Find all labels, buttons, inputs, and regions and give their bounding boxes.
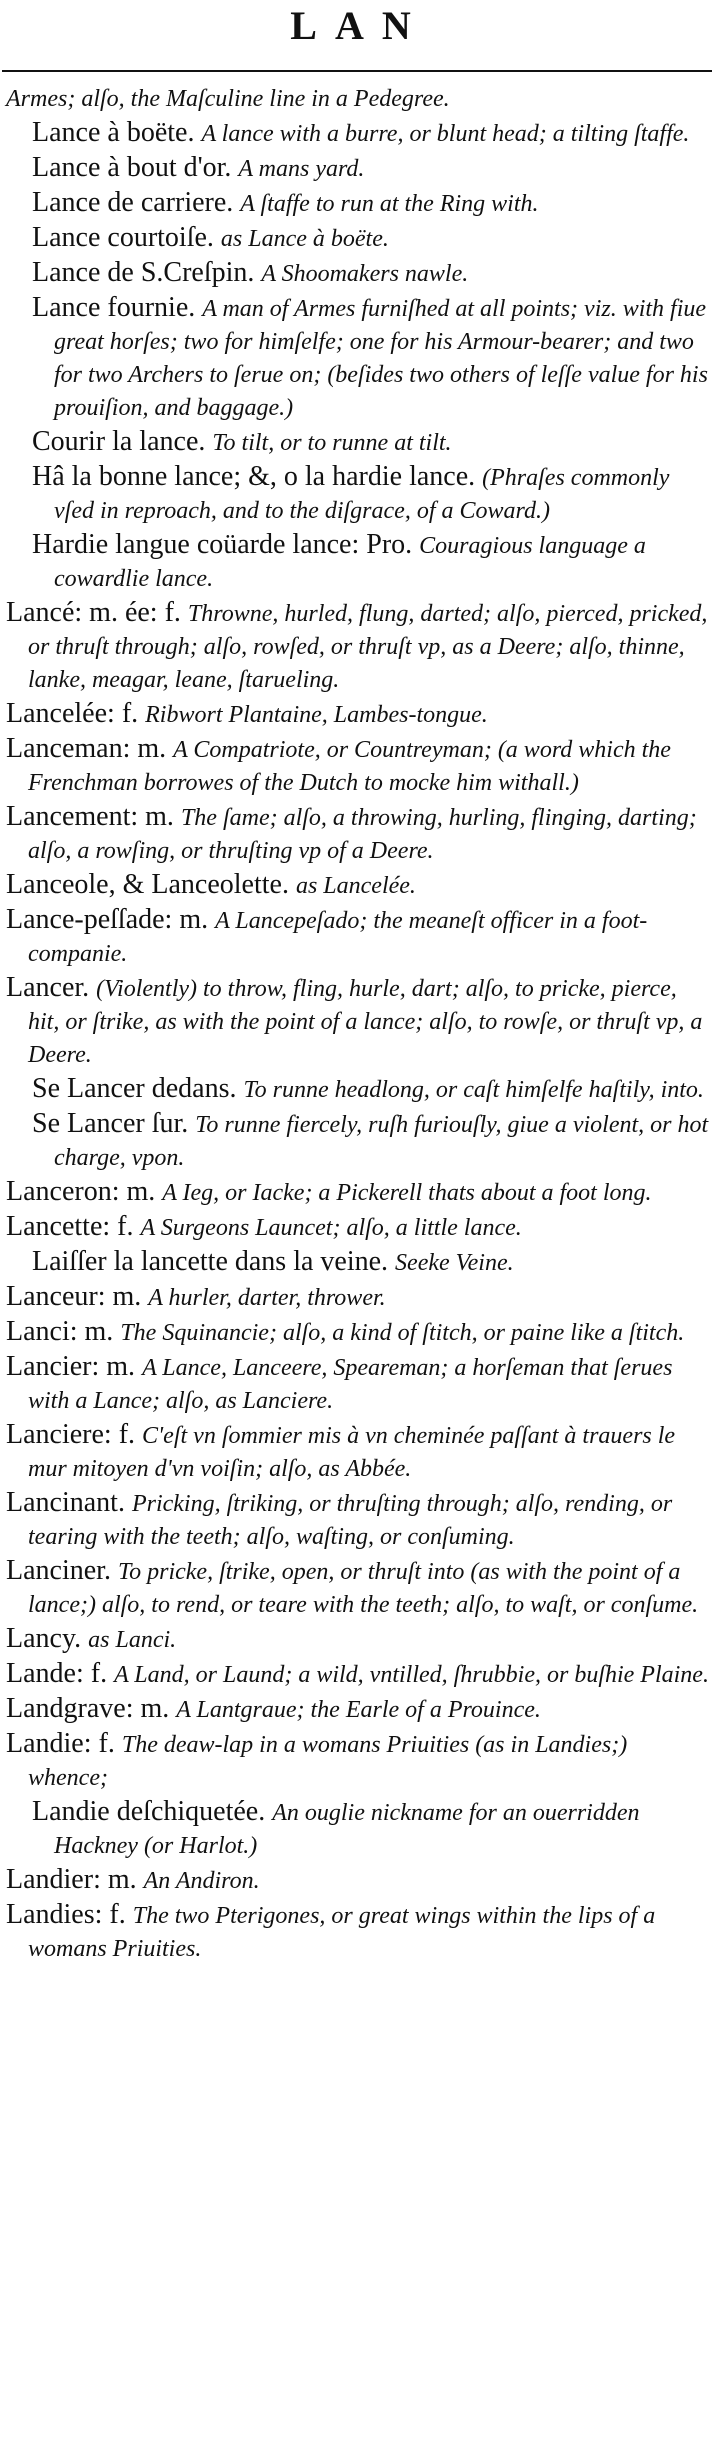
- entry-grammar: m.: [126, 1176, 156, 1207]
- entry-headword: Lancette:: [6, 1211, 111, 1242]
- dictionary-entry: [6, 1108, 710, 1174]
- dictionary-entry: [6, 426, 710, 459]
- entry-grammar: m.: [106, 1351, 136, 1382]
- dictionary-entry: [6, 597, 710, 696]
- entry-grammar: Pro.: [366, 529, 413, 560]
- entry-grammar: m.: [179, 904, 209, 935]
- entry-headword: Lance à bout d'or.: [32, 152, 232, 183]
- entry-grammar: f.: [109, 1899, 126, 1930]
- entry-headword: Landier:: [6, 1864, 101, 1895]
- entry-headword: Lancement:: [6, 801, 139, 832]
- dictionary-entry: [6, 1281, 710, 1314]
- dictionary-entry: [6, 1796, 710, 1862]
- entry-definition: as Lancelée.: [295, 873, 416, 899]
- dictionary-entry: [6, 1073, 710, 1106]
- entry-headword: Hâ la bonne lance; &, o la hardie lance.: [32, 461, 476, 492]
- entry-headword: Lancy.: [6, 1623, 82, 1654]
- entry-definition: An Andiron.: [143, 1868, 260, 1894]
- entry-definition: (Violently) to throw, fling, hurle, dart; alſo, to pricke, pierce, hit, or ſtrike, as with the point of a lance; alſo, to rowſe, or thruſt vp, a Deere.: [28, 976, 703, 1068]
- entry-definition: An ouglie nickname for an ouerridden Hackney (or Harlot.): [54, 1800, 640, 1859]
- entry-headword: Lance fournie.: [32, 292, 196, 323]
- entry-headword: Lance de S.Creſpin.: [32, 257, 255, 288]
- dictionary-entry: [6, 698, 710, 731]
- entry-definition: Pricking, ſtriking, or thruſting through; alſo, rending, or tearing with the teeth; alſo, waſting, or conſuming.: [28, 1491, 673, 1550]
- entry-headword: Landie deſchiquetée.: [32, 1796, 266, 1827]
- entry-grammar: m. ée: f.: [89, 597, 181, 628]
- entry-definition: A Lancepeſado; the meaneſt officer in a foot-companie.: [28, 908, 648, 967]
- entry-headword: Lanci:: [6, 1316, 78, 1347]
- entry-definition: as Lanci.: [88, 1627, 177, 1653]
- entry-grammar: f.: [118, 1419, 136, 1450]
- entry-definition: Armes; alſo, the Maſculine line in a Pedegree.: [6, 86, 450, 112]
- entry-definition: The two Pterigones, or great wings within the lips of a womans Priuities.: [28, 1903, 656, 1962]
- header-rule: [2, 70, 712, 72]
- entry-definition: A mans yard.: [238, 156, 365, 182]
- entry-grammar: f.: [117, 1211, 134, 1242]
- entry-grammar: f.: [121, 698, 139, 729]
- entry-definition: A man of Armes furniſhed at all points; viz. with fiue great horſes; two for himſelfe; one for his Armour-bearer; and two for two Archers to ſerue on; (beſides two others of leſſe value for his prouiſion, and baggage.): [54, 296, 708, 421]
- entry-definition: A Compatriote, or Countreyman; (a word which the Frenchman borrowes of the Dutch to mocke him withall.): [28, 737, 671, 796]
- entry-headword: Landie:: [6, 1728, 92, 1759]
- entry-definition: A Ieg, or Iacke; a Pickerell thats about a foot long.: [162, 1180, 652, 1206]
- entry-headword: Lanciere:: [6, 1419, 112, 1450]
- dictionary-entry: [6, 461, 710, 527]
- entry-definition: The Squinancie; alſo, a kind of ſtitch, or paine like a ſtitch.: [120, 1320, 685, 1346]
- dictionary-entry: [6, 869, 710, 902]
- entry-definition: The deaw-lap in a womans Priuities (as in Landies;) whence;: [28, 1732, 628, 1791]
- entry-definition: The ſame; alſo, a throwing, hurling, flinging, darting; alſo, a rowſing, or thruſting vp of a Deere.: [28, 805, 697, 864]
- entry-headword: Lance à boëte.: [32, 117, 195, 148]
- dictionary-entry: [6, 82, 710, 115]
- dictionary-entry: [6, 1246, 710, 1279]
- entry-headword: Lanceole, & Lanceolette.: [6, 869, 289, 900]
- dictionary-entry: [6, 529, 710, 595]
- entry-headword: Hardie langue coüarde lance:: [32, 529, 360, 560]
- entry-grammar: f.: [90, 1658, 108, 1689]
- entry-definition: (Phraſes commonly vſed in reproach, and to the diſgrace, of a Coward.): [54, 465, 670, 524]
- entry-grammar: m.: [140, 1693, 170, 1724]
- dictionary-entry: [6, 1316, 710, 1349]
- entry-definition: A Lance, Lanceere, Speareman; a horſeman that ſerues with a Lance; alſo, as Lanciere.: [28, 1355, 673, 1414]
- entry-headword: Lance-peſſade:: [6, 904, 173, 935]
- entry-definition: A Shoomakers nawle.: [261, 261, 469, 287]
- dictionary-entry: [6, 222, 710, 255]
- entry-headword: Se Lancer ſur.: [32, 1108, 189, 1139]
- entry-headword: Lande:: [6, 1658, 84, 1689]
- dictionary-entry: [6, 1211, 710, 1244]
- entry-headword: Lanceur:: [6, 1281, 106, 1312]
- entry-headword: Landgrave:: [6, 1693, 134, 1724]
- entry-headword: Laiſſer la lancette dans la veine.: [32, 1246, 389, 1277]
- dictionary-entry: [6, 1658, 710, 1691]
- dictionary-entry: [6, 152, 710, 185]
- entry-definition: C'eſt vn ſommier mis à vn cheminée paſſant à trauers le mur mitoyen d'vn voiſin; alſo, as Abbée.: [28, 1423, 676, 1482]
- entry-definition: Ribwort Plantaine, Lambes-tongue.: [145, 702, 488, 728]
- dictionary-entry: [6, 1693, 710, 1726]
- entry-definition: To pricke, ſtrike, open, or thruſt into (as with the point of a lance;) alſo, to rend, or teare with the teeth; alſo, to waſt, or conſume.: [28, 1559, 699, 1618]
- dictionary-entry: [6, 1728, 710, 1794]
- entry-headword: Lance de carriere.: [32, 187, 234, 218]
- dictionary-entry: [6, 1351, 710, 1417]
- entry-definition: as Lance à boëte.: [220, 226, 389, 252]
- running-head: LAN: [290, 3, 429, 48]
- entry-definition: A hurler, darter, thrower.: [148, 1285, 386, 1311]
- entry-headword: Lanceron:: [6, 1176, 120, 1207]
- entry-grammar: m.: [107, 1864, 137, 1895]
- entry-definition: To tilt, or to runne at tilt.: [212, 430, 452, 456]
- dictionary-entry: [6, 1899, 710, 1965]
- entry-headword: Se Lancer dedans.: [32, 1073, 237, 1104]
- dictionary-entry: [6, 733, 710, 799]
- entry-grammar: m.: [112, 1281, 142, 1312]
- entry-definition: Seeke Veine.: [395, 1250, 514, 1276]
- entry-definition: A Lantgraue; the Earle of a Prouince.: [176, 1697, 541, 1723]
- entry-headword: Lancé:: [6, 597, 83, 628]
- entry-headword: Lancelée:: [6, 698, 115, 729]
- entry-definition: A lance with a burre, or blunt head; a tilting ſtaffe.: [201, 121, 690, 147]
- entry-headword: Lanciner.: [6, 1555, 111, 1586]
- dictionary-entry: [6, 1176, 710, 1209]
- dictionary-entry: [6, 904, 710, 970]
- entry-headword: Lanceman:: [6, 733, 131, 764]
- entry-grammar: m.: [137, 733, 167, 764]
- entry-headword: Lancer.: [6, 972, 90, 1003]
- entry-headword: Lancier:: [6, 1351, 100, 1382]
- entry-headword: Landies:: [6, 1899, 103, 1930]
- dictionary-entry: [6, 1623, 710, 1656]
- dictionary-entry: [6, 117, 710, 150]
- entry-definition: Couragious language a cowardlie lance.: [54, 533, 646, 592]
- entry-definition: Throwne, hurled, flung, darted; alſo, pierced, pricked, or thruſt through; alſo, rowſed, or thruſt vp, as a Deere; alſo, thinne, lanke, meagar, leane, ſtarueling.: [28, 601, 708, 693]
- entry-headword: Courir la lance.: [32, 426, 206, 457]
- entry-definition: To runne fiercely, ruſh furiouſly, giue a violent, or hot charge, vpon.: [54, 1112, 709, 1171]
- entry-definition: To runne headlong, or caſt himſelfe haſtily, into.: [243, 1077, 704, 1103]
- entry-grammar: f.: [98, 1728, 115, 1759]
- dictionary-entry: [6, 187, 710, 220]
- entry-definition: A Surgeons Launcet; alſo, a little lance.: [140, 1215, 522, 1241]
- dictionary-entry: [6, 1555, 710, 1621]
- entry-headword: Lance courtoiſe.: [32, 222, 214, 253]
- dictionary-entry: [6, 257, 710, 290]
- entry-headword: Lancinant.: [6, 1487, 125, 1518]
- dictionary-entry: [6, 292, 710, 424]
- dictionary-entry: [6, 972, 710, 1071]
- dictionary-entry: [6, 1419, 710, 1485]
- entry-list: [6, 82, 710, 1967]
- entry-grammar: m.: [84, 1316, 114, 1347]
- dictionary-entry: [6, 1864, 710, 1897]
- entry-definition: A ſtaffe to run at the Ring with.: [240, 191, 539, 217]
- entry-definition: A Land, or Laund; a wild, vntilled, ſhrubbie, or buſhie Plaine.: [114, 1662, 709, 1688]
- dictionary-entry: [6, 1487, 710, 1553]
- entry-grammar: m.: [145, 801, 174, 832]
- dictionary-entry: [6, 801, 710, 867]
